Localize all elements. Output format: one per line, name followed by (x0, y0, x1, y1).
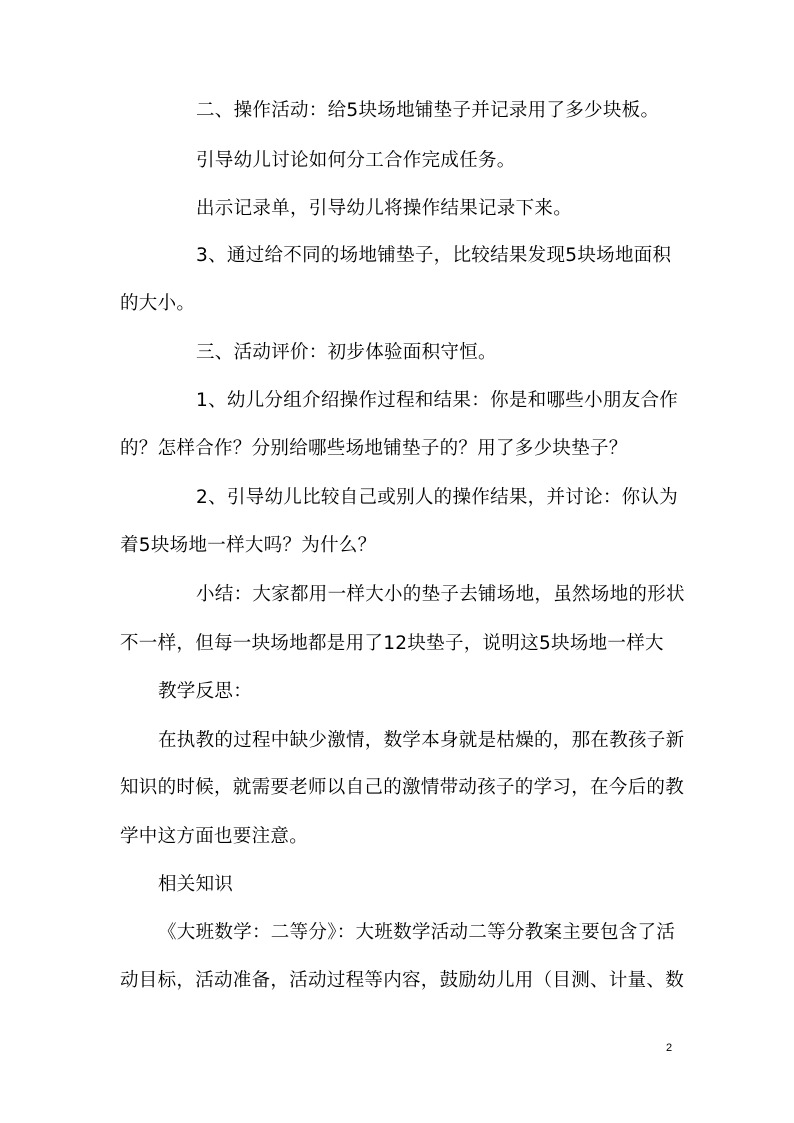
text-line: 二、操作活动：给5块场地铺垫子并记录用了多少块板。 (196, 100, 660, 121)
text-line: 的？怎样合作？分别给哪些场地铺垫子的？用了多少块垫子？ (120, 438, 628, 459)
page-number: 2 (666, 1042, 673, 1054)
text-line: 教学反思： (158, 681, 253, 702)
text-line: 三、活动评价：初步体验面积守恒。 (196, 342, 497, 363)
text-line: 的大小。 (120, 293, 196, 314)
text-line: 不一样，但每一块场地都是用了12块垫子，说明这5块场地一样大 (120, 633, 664, 654)
text-line: 知识的时候，就需要老师以自己的激情带动孩子的学习，在今后的教 (120, 777, 685, 798)
text-line: 动目标，活动准备，活动过程等内容，鼓励幼儿用（目测、计量、数 (120, 970, 685, 991)
text-line: 2、引导幼儿比较自己或别人的操作结果，并讨论：你认为 (196, 487, 679, 508)
text-line: 在执教的过程中缺少激情，数学本身就是枯燥的，那在教孩子新 (158, 730, 685, 751)
text-line: 《大班数学：二等分》：大班数学活动二等分教案主要包含了活 (158, 922, 676, 943)
text-line: 小结：大家都用一样大小的垫子去铺场地，虽然场地的形状 (196, 584, 685, 605)
text-line: 着5块场地一样大吗？为什么？ (120, 535, 377, 556)
text-line: 相关知识 (158, 874, 234, 895)
text-line: 出示记录单，引导幼儿将操作结果记录下来。 (196, 198, 573, 219)
text-line: 引导幼儿讨论如何分工合作完成任务。 (196, 150, 516, 171)
text-line: 3、通过给不同的场地铺垫子，比较结果发现5块场地面积 (196, 245, 672, 266)
text-line: 1、幼儿分组介绍操作过程和结果：你是和哪些小朋友合作 (196, 390, 679, 411)
text-line: 学中这方面也要注意。 (120, 826, 309, 847)
